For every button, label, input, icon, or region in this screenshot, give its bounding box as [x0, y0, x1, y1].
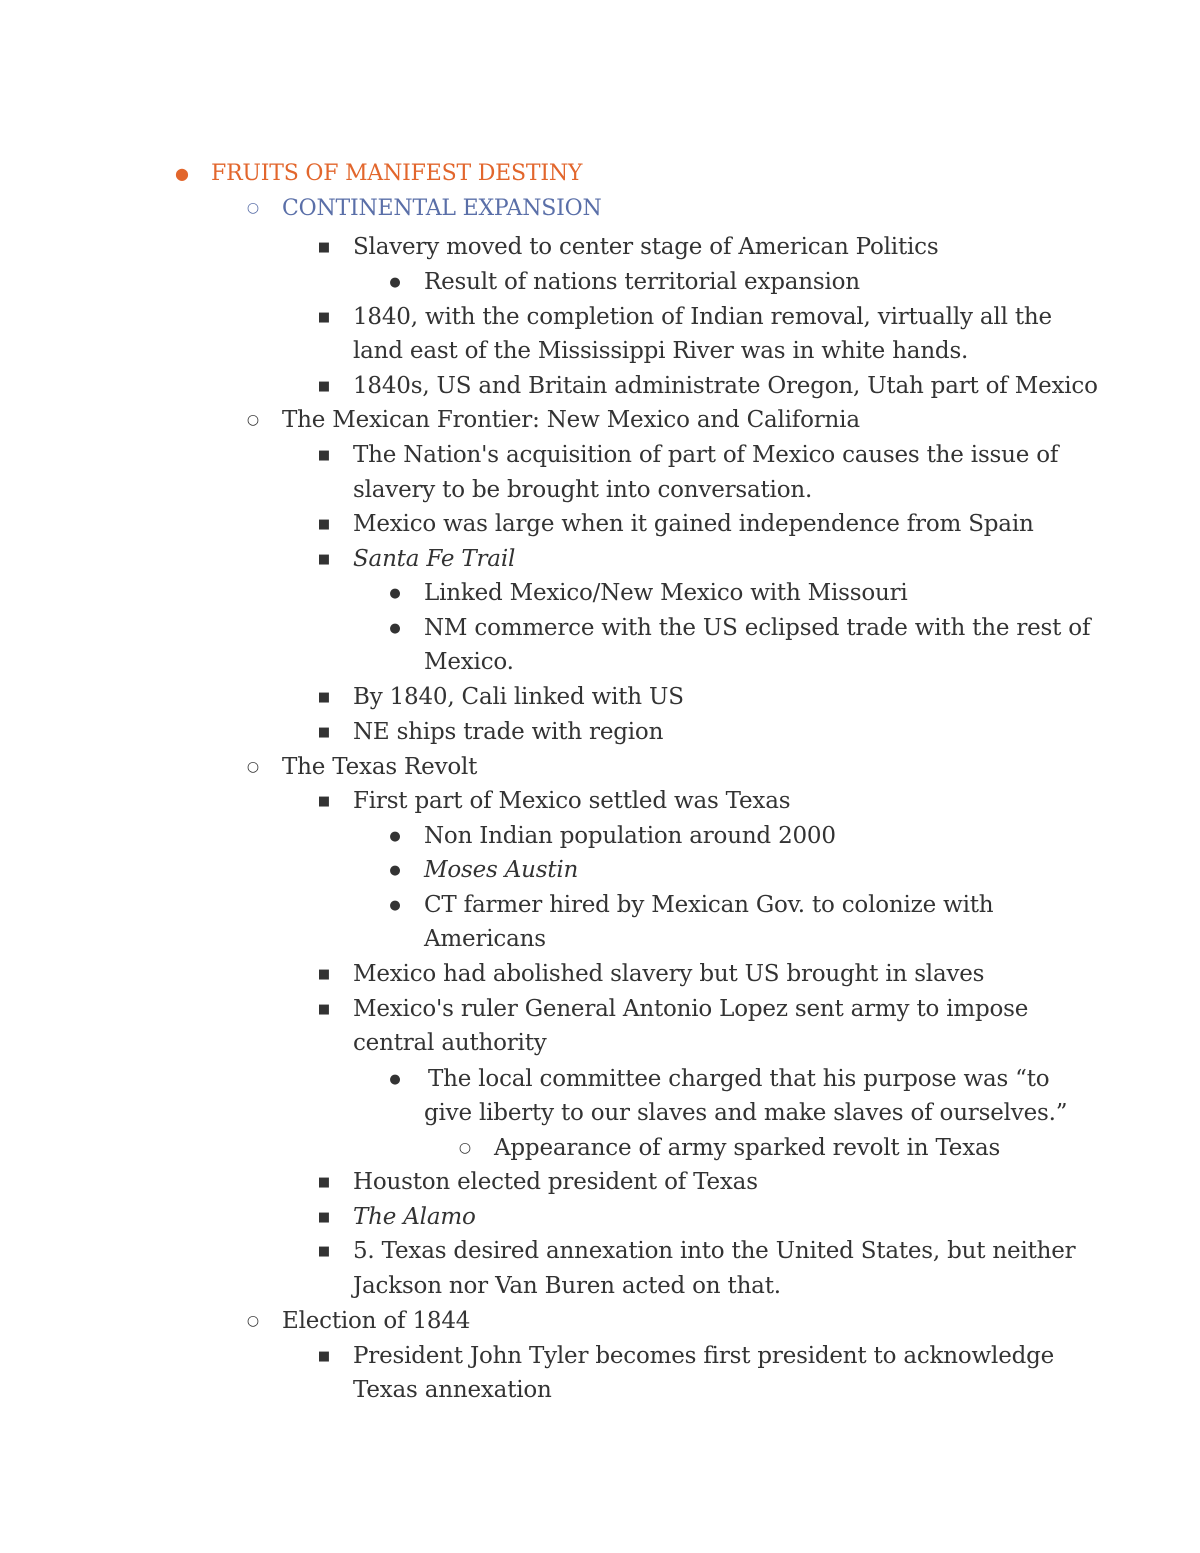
list-item: CT farmer hired by Mexican Gov. to colonize with: [424, 892, 994, 918]
list-item: President John Tyler becomes first president to acknowledge: [353, 1343, 1055, 1369]
list-item: 5. Texas desired annexation into the United States, but neither: [353, 1238, 1076, 1264]
disc-bullet-icon: ●: [389, 621, 401, 636]
list-item: NE ships trade with region: [353, 719, 664, 745]
disc-bullet-icon: ●: [389, 1072, 401, 1087]
list-item-continuation: central authority: [353, 1030, 547, 1056]
list-item-continuation: Mexico.: [424, 649, 514, 675]
square-bullet-icon: ■: [317, 725, 331, 740]
list-item: Mexico was large when it gained independence from Spain: [353, 511, 1034, 537]
square-bullet-icon: ■: [317, 517, 331, 532]
subsection-heading: Election of 1844: [282, 1308, 471, 1334]
subsection-heading: The Mexican Frontier: New Mexico and California: [282, 407, 860, 433]
square-bullet-icon: ■: [317, 240, 331, 255]
disc-bullet-icon: ●: [389, 586, 401, 601]
disc-bullet-icon: ●: [389, 898, 401, 913]
square-bullet-icon: ■: [317, 448, 331, 463]
square-bullet-icon: ■: [317, 1244, 331, 1259]
square-bullet-icon: ■: [317, 1349, 331, 1364]
section-heading: FRUITS OF MANIFEST DESTINY: [211, 161, 583, 186]
disc-bullet-icon: ●: [175, 164, 189, 183]
list-item: Santa Fe Trail: [353, 546, 516, 572]
list-item-continuation: Jackson nor Van Buren acted on that.: [353, 1273, 781, 1299]
square-bullet-icon: ■: [317, 379, 331, 394]
list-item: Result of nations territorial expansion: [424, 269, 860, 295]
ring-bullet-icon: ○: [246, 759, 260, 775]
disc-bullet-icon: ●: [389, 275, 401, 290]
list-item: The local committee charged that his purpose was “to: [428, 1066, 1050, 1092]
list-item: First part of Mexico settled was Texas: [353, 788, 791, 814]
list-item-continuation: land east of the Mississippi River was in white hands.: [353, 338, 969, 364]
square-bullet-icon: ■: [317, 690, 331, 705]
disc-bullet-icon: ●: [389, 829, 401, 844]
ring-bullet-icon: ○: [246, 1313, 260, 1329]
square-bullet-icon: ■: [317, 794, 331, 809]
square-bullet-icon: ■: [317, 552, 331, 567]
square-bullet-icon: ■: [317, 1175, 331, 1190]
list-item-continuation: give liberty to our slaves and make slaves of ourselves.”: [424, 1100, 1068, 1126]
list-item: Non Indian population around 2000: [424, 823, 836, 849]
list-item: Houston elected president of Texas: [353, 1169, 758, 1195]
list-item-continuation: Americans: [424, 926, 546, 952]
square-bullet-icon: ■: [317, 1002, 331, 1017]
ring-bullet-icon: ○: [246, 412, 260, 428]
list-item-continuation: Texas annexation: [353, 1377, 552, 1403]
list-item: Slavery moved to center stage of American Politics: [353, 234, 939, 260]
square-bullet-icon: ■: [317, 1210, 331, 1225]
list-item: Linked Mexico/New Mexico with Missouri: [424, 580, 908, 606]
subsection-heading: CONTINENTAL EXPANSION: [282, 196, 602, 221]
square-bullet-icon: ■: [317, 967, 331, 982]
list-item: Mexico's ruler General Antonio Lopez sent army to impose: [353, 996, 1029, 1022]
list-item: The Nation's acquisition of part of Mexico causes the issue of: [353, 442, 1059, 468]
list-item: By 1840, Cali linked with US: [353, 684, 684, 710]
list-item: The Alamo: [353, 1204, 476, 1230]
list-item: NM commerce with the US eclipsed trade with the rest of: [424, 615, 1091, 641]
list-item: Appearance of army sparked revolt in Texas: [494, 1135, 1001, 1161]
subsection-heading: The Texas Revolt: [282, 754, 478, 780]
list-item: Moses Austin: [424, 857, 579, 883]
list-item: Mexico had abolished slavery but US brought in slaves: [353, 961, 985, 987]
ring-bullet-icon: ○: [246, 200, 260, 216]
list-item-continuation: slavery to be brought into conversation.: [353, 477, 813, 503]
ring-bullet-icon: ○: [458, 1140, 472, 1156]
disc-bullet-icon: ●: [389, 863, 401, 878]
list-item: 1840, with the completion of Indian removal, virtually all the: [353, 304, 1052, 330]
square-bullet-icon: ■: [317, 310, 331, 325]
list-item: 1840s, US and Britain administrate Oregon, Utah part of Mexico: [353, 373, 1098, 399]
